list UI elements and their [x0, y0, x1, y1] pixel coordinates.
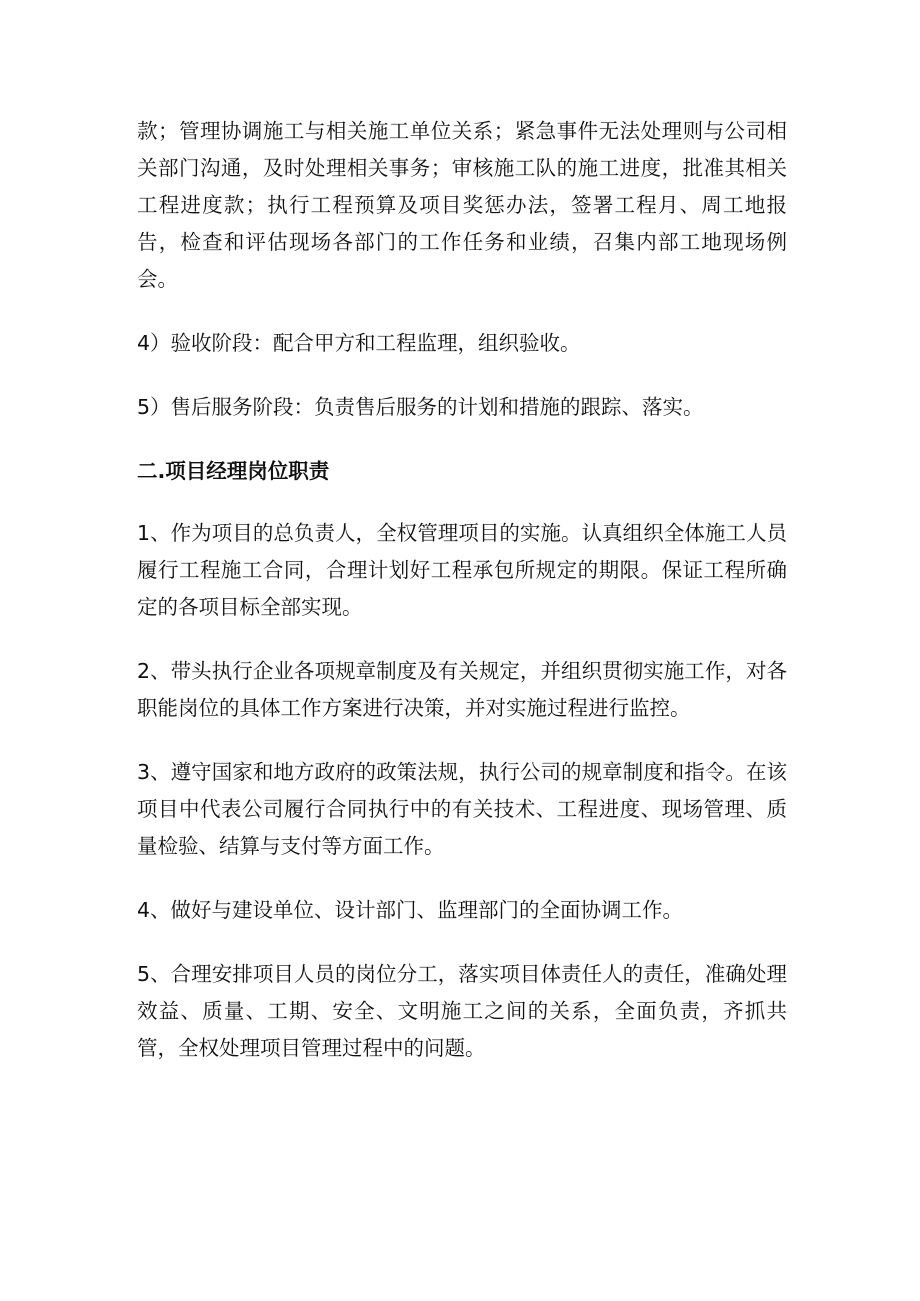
duty-item-3: 3、遵守国家和地方政府的政策法规，执行公司的规章制度和指令。在该项目中代表公司履行合同执行中的有关技术、工程进度、现场管理、质量检验、结算与支付等方面工作。: [137, 760, 787, 858]
duty-item-2: 2、带头执行企业各项规章制度及有关规定，并组织贯彻实施工作，对各职能岗位的具体工作方案进行决策，并对实施过程进行监控。: [137, 659, 787, 720]
paragraph-construction-stage-continued: 款；管理协调施工与相关施工单位关系；紧急事件无法处理则与公司相关部门沟通，及时处理相关事务；审核施工队的施工进度，批准其相关工程进度款；执行工程预算及项目奖惩办法，签署工程月、周工地报告，检查和评估现场各部门的工作任务和业绩，召集内部工地现场例会。: [137, 119, 787, 291]
paragraph-after-sales-stage: 5）售后服务阶段：负责售后服务的计划和措施的跟踪、落实。: [137, 395, 704, 419]
document-page: [137, 113, 787, 1094]
paragraph-acceptance-stage: 4）验收阶段：配合甲方和工程监理，组织验收。: [137, 331, 581, 355]
duty-item-5: 5、合理安排项目人员的岗位分工，落实项目体责任人的责任，准确处理效益、质量、工期、安全、文明施工之间的关系，全面负责，齐抓共管，全权处理项目管理过程中的问题。: [137, 962, 787, 1060]
duty-item-4: 4、做好与建设单位、设计部门、监理部门的全面协调工作。: [137, 898, 684, 922]
duty-item-1: 1、作为项目的总负责人，全权管理项目的实施。认真组织全体施工人员履行工程施工合同，合理计划好工程承包所规定的期限。保证工程所确定的各项目标全部实现。: [137, 521, 787, 619]
section-heading: 二.项目经理岗位职责: [137, 459, 330, 483]
